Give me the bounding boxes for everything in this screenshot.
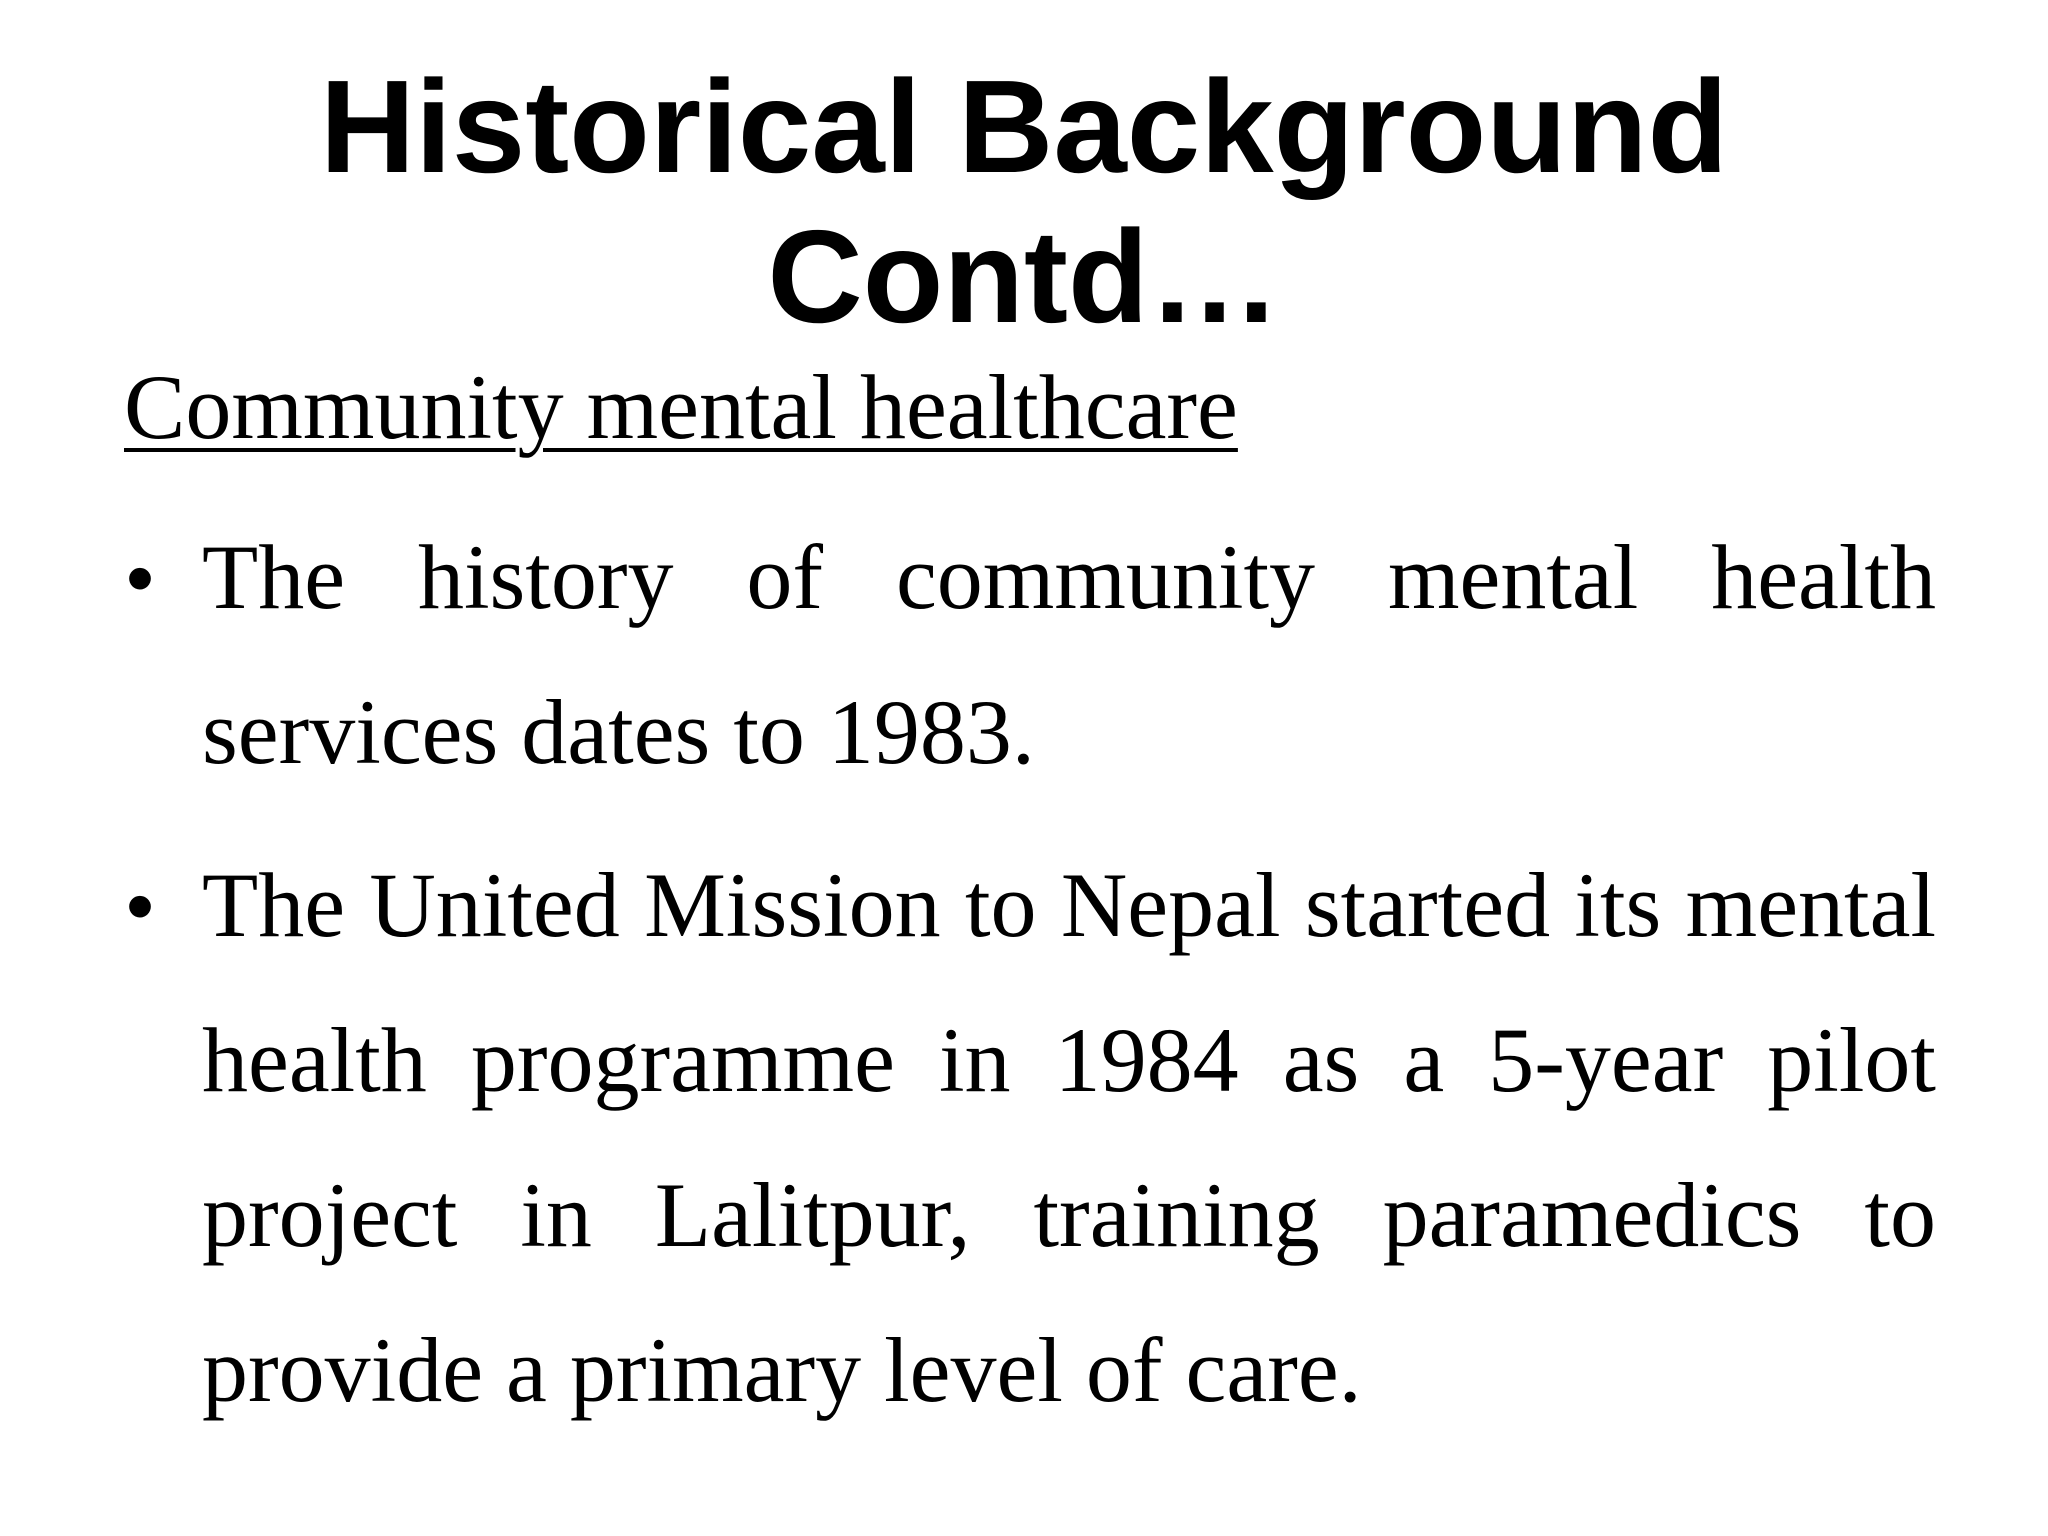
slide-title-line-1: Historical Background xyxy=(319,53,1729,200)
slide-title xyxy=(200,52,1848,352)
bullet-icon: • xyxy=(126,533,155,622)
bullet-text: The United Mission to Nepal started its mental health programme in 1984 as a 5-year pilot project in Lalitpur, training paramedics to provide a primary level of care. xyxy=(202,854,1936,1421)
bullet-icon: • xyxy=(126,861,155,950)
bullet-text: The history of community mental health services dates to 1983. xyxy=(202,526,1936,783)
bullet-item-mission xyxy=(124,828,1936,1448)
slide-title-line-2: Contd… xyxy=(767,203,1281,350)
bullet-item-history xyxy=(124,500,1936,810)
bullet-list xyxy=(124,500,1936,1466)
section-heading: Community mental healthcare xyxy=(124,356,1238,458)
